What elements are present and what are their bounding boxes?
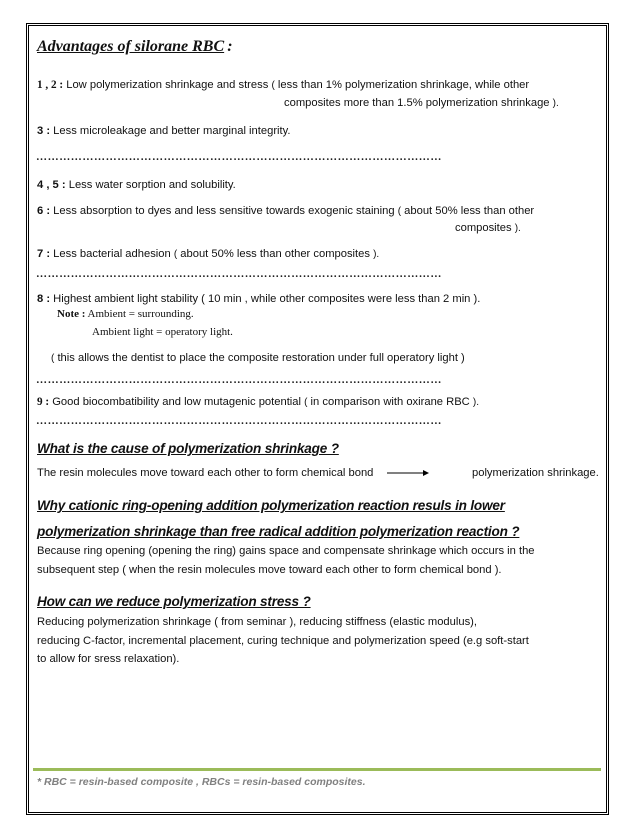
advantage-text: Highest ambient light stability ( 10 min , while other composites were less than 2 min ).	[50, 293, 481, 305]
footer-divider	[33, 768, 601, 771]
advantage-detail: about 50% less than other	[401, 205, 535, 217]
paren: ).	[514, 223, 521, 234]
question-2-heading-line-1: Why cationic ring-opening addition polymerization reaction resuls in lower	[37, 498, 505, 513]
advantage-number: 9 :	[37, 396, 50, 408]
question-3-body-line-3: to allow for sress relaxation).	[37, 653, 180, 665]
advantage-detail: about 50% less than other composites	[177, 248, 374, 260]
paren: ).	[552, 98, 559, 109]
note-text: Ambient = surrounding.	[85, 308, 194, 320]
page-title	[37, 39, 233, 56]
title-text: Advantages of silorane RBC	[37, 38, 225, 55]
advantage-detail: in comparison with oxirane RBC	[307, 396, 473, 408]
question-2-body-line-1: Because ring opening (opening the ring) gains space and compensate shrinkage which occurs in the	[37, 545, 535, 557]
advantage-7	[37, 247, 379, 262]
advantage-text: Less water sorption and solubility.	[65, 179, 236, 191]
question-3-body-line-1: Reducing polymerization shrinkage ( from seminar ), reducing stiffness (elastic modulus),	[37, 616, 478, 628]
separator: ……………………………………………………………………………………………	[36, 374, 442, 386]
note-text: Ambient light = operatory light.	[92, 326, 233, 338]
advantage-number: 7 :	[37, 248, 51, 260]
advantage-number: 4 , 5 :	[37, 179, 66, 191]
advantage-8	[37, 292, 480, 307]
advantage-8-extra	[51, 351, 465, 366]
question-1-body-left: The resin molecules move toward each other to form chemical bond	[37, 467, 374, 479]
advantage-6	[37, 204, 534, 219]
advantage-text: Low polymerization shrinkage and stress	[63, 79, 272, 91]
paren: (	[51, 353, 55, 364]
separator: ……………………………………………………………………………………………	[36, 268, 442, 280]
advantage-3	[37, 124, 291, 139]
paren: (	[304, 397, 308, 408]
advantage-number: 8 :	[37, 293, 51, 305]
advantage-9	[37, 395, 479, 410]
advantage-1-2-line2	[284, 96, 559, 111]
question-1-body-right: polymerization shrinkage.	[472, 467, 599, 479]
question-3-body-line-2: reducing C-factor, incremental placement, curing technique and polymerization speed (e.g soft-start	[37, 635, 529, 647]
paren: (	[173, 249, 178, 260]
question-1-heading: What is the cause of polymerization shrinkage ?	[37, 441, 339, 456]
advantage-text: Good biocombatibility and low mutagenic potential	[49, 396, 305, 408]
advantage-detail-2: composites	[455, 222, 515, 234]
question-2-body-line-2: subsequent step ( when the resin molecules move toward each other to form chemical bond ).	[37, 564, 502, 576]
advantage-number: 6 :	[37, 205, 51, 217]
separator: ……………………………………………………………………………………………	[36, 151, 442, 163]
paren: (	[397, 206, 402, 217]
advantage-4-5	[37, 178, 236, 193]
advantage-text: Less absorption to dyes and less sensitive towards exogenic staining	[50, 205, 398, 217]
advantage-number: 1 , 2 :	[37, 79, 64, 91]
advantage-text: Less microleakage and better marginal integrity.	[50, 125, 291, 137]
note-label: Note :	[57, 308, 86, 320]
paren: ).	[373, 249, 380, 260]
note-line-2	[92, 325, 233, 340]
advantage-1-2	[37, 78, 529, 93]
advantage-detail: this allows the dentist to place the composite restoration under full operatory light )	[54, 352, 465, 364]
paren: (	[271, 80, 275, 91]
arrow-icon	[387, 469, 429, 477]
question-2-heading-line-2: polymerization shrinkage than free radical addition polymerization reaction ?	[37, 524, 520, 539]
paren: ).	[472, 397, 479, 408]
advantage-detail: less than 1% polymerization shrinkage, while other	[274, 79, 530, 91]
separator: ……………………………………………………………………………………………	[36, 415, 442, 427]
question-3-heading: How can we reduce polymerization stress ?	[37, 594, 311, 609]
advantage-detail-2: composites more than 1.5% polymerization shrinkage	[284, 97, 553, 109]
note-line-1	[57, 307, 194, 322]
advantage-number: 3 :	[37, 125, 51, 137]
advantage-text: Less bacterial adhesion	[50, 248, 174, 260]
title-colon: :	[227, 38, 233, 55]
advantage-6-line2	[455, 221, 521, 236]
footnote: * RBC = resin-based composite , RBCs = resin-based composites.	[37, 776, 366, 788]
